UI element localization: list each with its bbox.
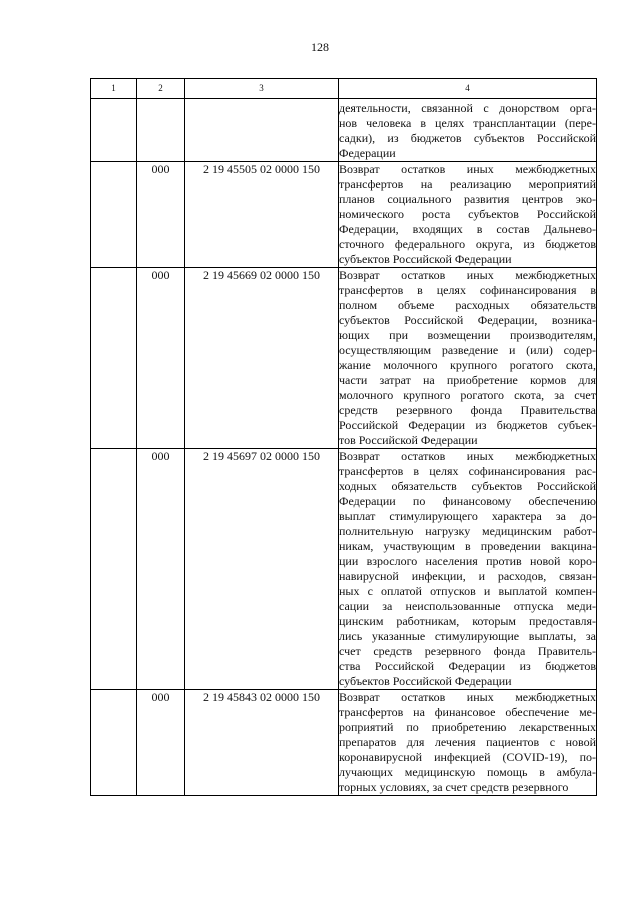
description-line: выплат стимулирующего характера за до-	[339, 509, 596, 523]
description-line: Возврат остатков иных межбюджетных	[339, 449, 596, 463]
description-line: роприятий по приобретению лекарственных	[339, 720, 596, 734]
description-cell	[339, 99, 597, 162]
description-cell	[339, 690, 597, 796]
description-line: трансфертов на финансовое обеспечение ме-	[339, 705, 596, 719]
description-line: ции взрослого населения против новой коро-	[339, 554, 596, 568]
budget-classification-code-cell: 2 19 45843 02 0000 150	[185, 690, 339, 796]
description-line: субъектов Российской Федерации, возника-	[339, 313, 596, 327]
table-row	[91, 268, 597, 449]
description-line: ющих при возмещении производителям,	[339, 328, 596, 342]
row-col-1	[91, 690, 137, 796]
row-col-1	[91, 162, 137, 268]
description-line: счет средств резервного фонда Правитель-	[339, 644, 596, 658]
table-header-row	[91, 79, 597, 99]
description-cell	[339, 162, 597, 268]
description-line: сации за неиспользованные отпуска меди-	[339, 599, 596, 613]
table-row	[91, 449, 597, 690]
description-line: препаратов для лечения пациентов с новой	[339, 735, 596, 749]
description-line: жание молочного крупного рогатого скота,	[339, 358, 596, 372]
description-line: тов Российской Федерации	[339, 433, 478, 447]
table-row	[91, 690, 597, 796]
description-line: Возврат остатков иных межбюджетных	[339, 690, 596, 704]
description-line: трансфертов на реализацию мероприятий	[339, 177, 596, 191]
page-number: 128	[311, 40, 329, 54]
admin-code-cell: 000	[137, 690, 185, 796]
description-cell	[339, 268, 597, 449]
description-line: трансфертов в целях софинансирования рас-	[339, 464, 596, 478]
description-line: полнительную нагрузку медицинским работ-	[339, 524, 596, 538]
description-line: номического роста субъектов Российской	[339, 207, 596, 221]
table-row	[91, 162, 597, 268]
description-line: Возврат остатков иных межбюджетных	[339, 162, 596, 176]
description-line: части затрат на приобретение кормов для	[339, 373, 596, 387]
row-col-1	[91, 449, 137, 690]
description-line: цинским работникам, которым предоставля-	[339, 614, 596, 628]
description-line: средств резервного фонда Правительства	[339, 403, 596, 417]
description-line: никам, участвующим в проведении вакцина-	[339, 539, 596, 553]
description-line: коронавирусной инфекцией (COVID-19), по-	[339, 750, 596, 764]
description-line: Российской Федерации из бюджетов субъек-	[339, 418, 596, 432]
description-line: молочного крупного рогатого скота, за счет	[339, 388, 596, 402]
description-line: лучающих медицинскую помощь в амбула-	[339, 765, 596, 779]
budget-classification-code-cell: 2 19 45697 02 0000 150	[185, 449, 339, 690]
description-line: Федерации, входящих в состав Дальнево-	[339, 222, 596, 236]
budget-classification-code-cell: 2 19 45669 02 0000 150	[185, 268, 339, 449]
header-col-3: 3	[185, 79, 339, 99]
description-line: субъектов Российской Федерации	[339, 674, 512, 688]
budget-classification-code-cell: 2 19 45505 02 0000 150	[185, 162, 339, 268]
description-line: нов человека в целях трансплантации (пере-	[339, 116, 596, 130]
description-line: осуществляющим разведение и (или) содер-	[339, 343, 596, 357]
description-line: деятельности, связанной с донорством орга-	[339, 101, 596, 115]
row-col-1	[91, 268, 137, 449]
admin-code-cell	[137, 99, 185, 162]
budget-classification-code-cell	[185, 99, 339, 162]
description-line: полном объеме расходных обязательств	[339, 298, 596, 312]
description-line: торных условиях, за счет средств резервного	[339, 780, 569, 794]
description-line: Возврат остатков иных межбюджетных	[339, 268, 596, 282]
admin-code-cell: 000	[137, 449, 185, 690]
header-col-4: 4	[339, 79, 597, 99]
description-line: планов социального развития центров эко-	[339, 192, 596, 206]
table-row	[91, 99, 597, 162]
description-line: трансфертов в целях софинансирования в	[339, 283, 596, 297]
description-line: садки), из бюджетов субъектов Российской	[339, 131, 596, 145]
header-col-2: 2	[137, 79, 185, 99]
description-line: сточного федерального округа, из бюджетов	[339, 237, 596, 251]
row-col-1	[91, 99, 137, 162]
description-line: ходных обязательств субъектов Российской	[339, 479, 596, 493]
description-line: субъектов Российской Федерации	[339, 252, 512, 266]
budget-code-table	[90, 78, 597, 796]
description-cell	[339, 449, 597, 690]
description-line: ства Российской Федерации из бюджетов	[339, 659, 596, 673]
description-line: Федерации	[339, 146, 396, 160]
description-line: лись указанные стимулирующие выплаты, за	[339, 629, 596, 643]
description-line: ных с оплатой отпусков и выплатой компен-	[339, 584, 596, 598]
description-line: навирусной инфекции, и расходов, связан-	[339, 569, 596, 583]
description-line: Федерации по финансовому обеспечению	[339, 494, 596, 508]
admin-code-cell: 000	[137, 268, 185, 449]
admin-code-cell: 000	[137, 162, 185, 268]
header-col-1: 1	[91, 79, 137, 99]
